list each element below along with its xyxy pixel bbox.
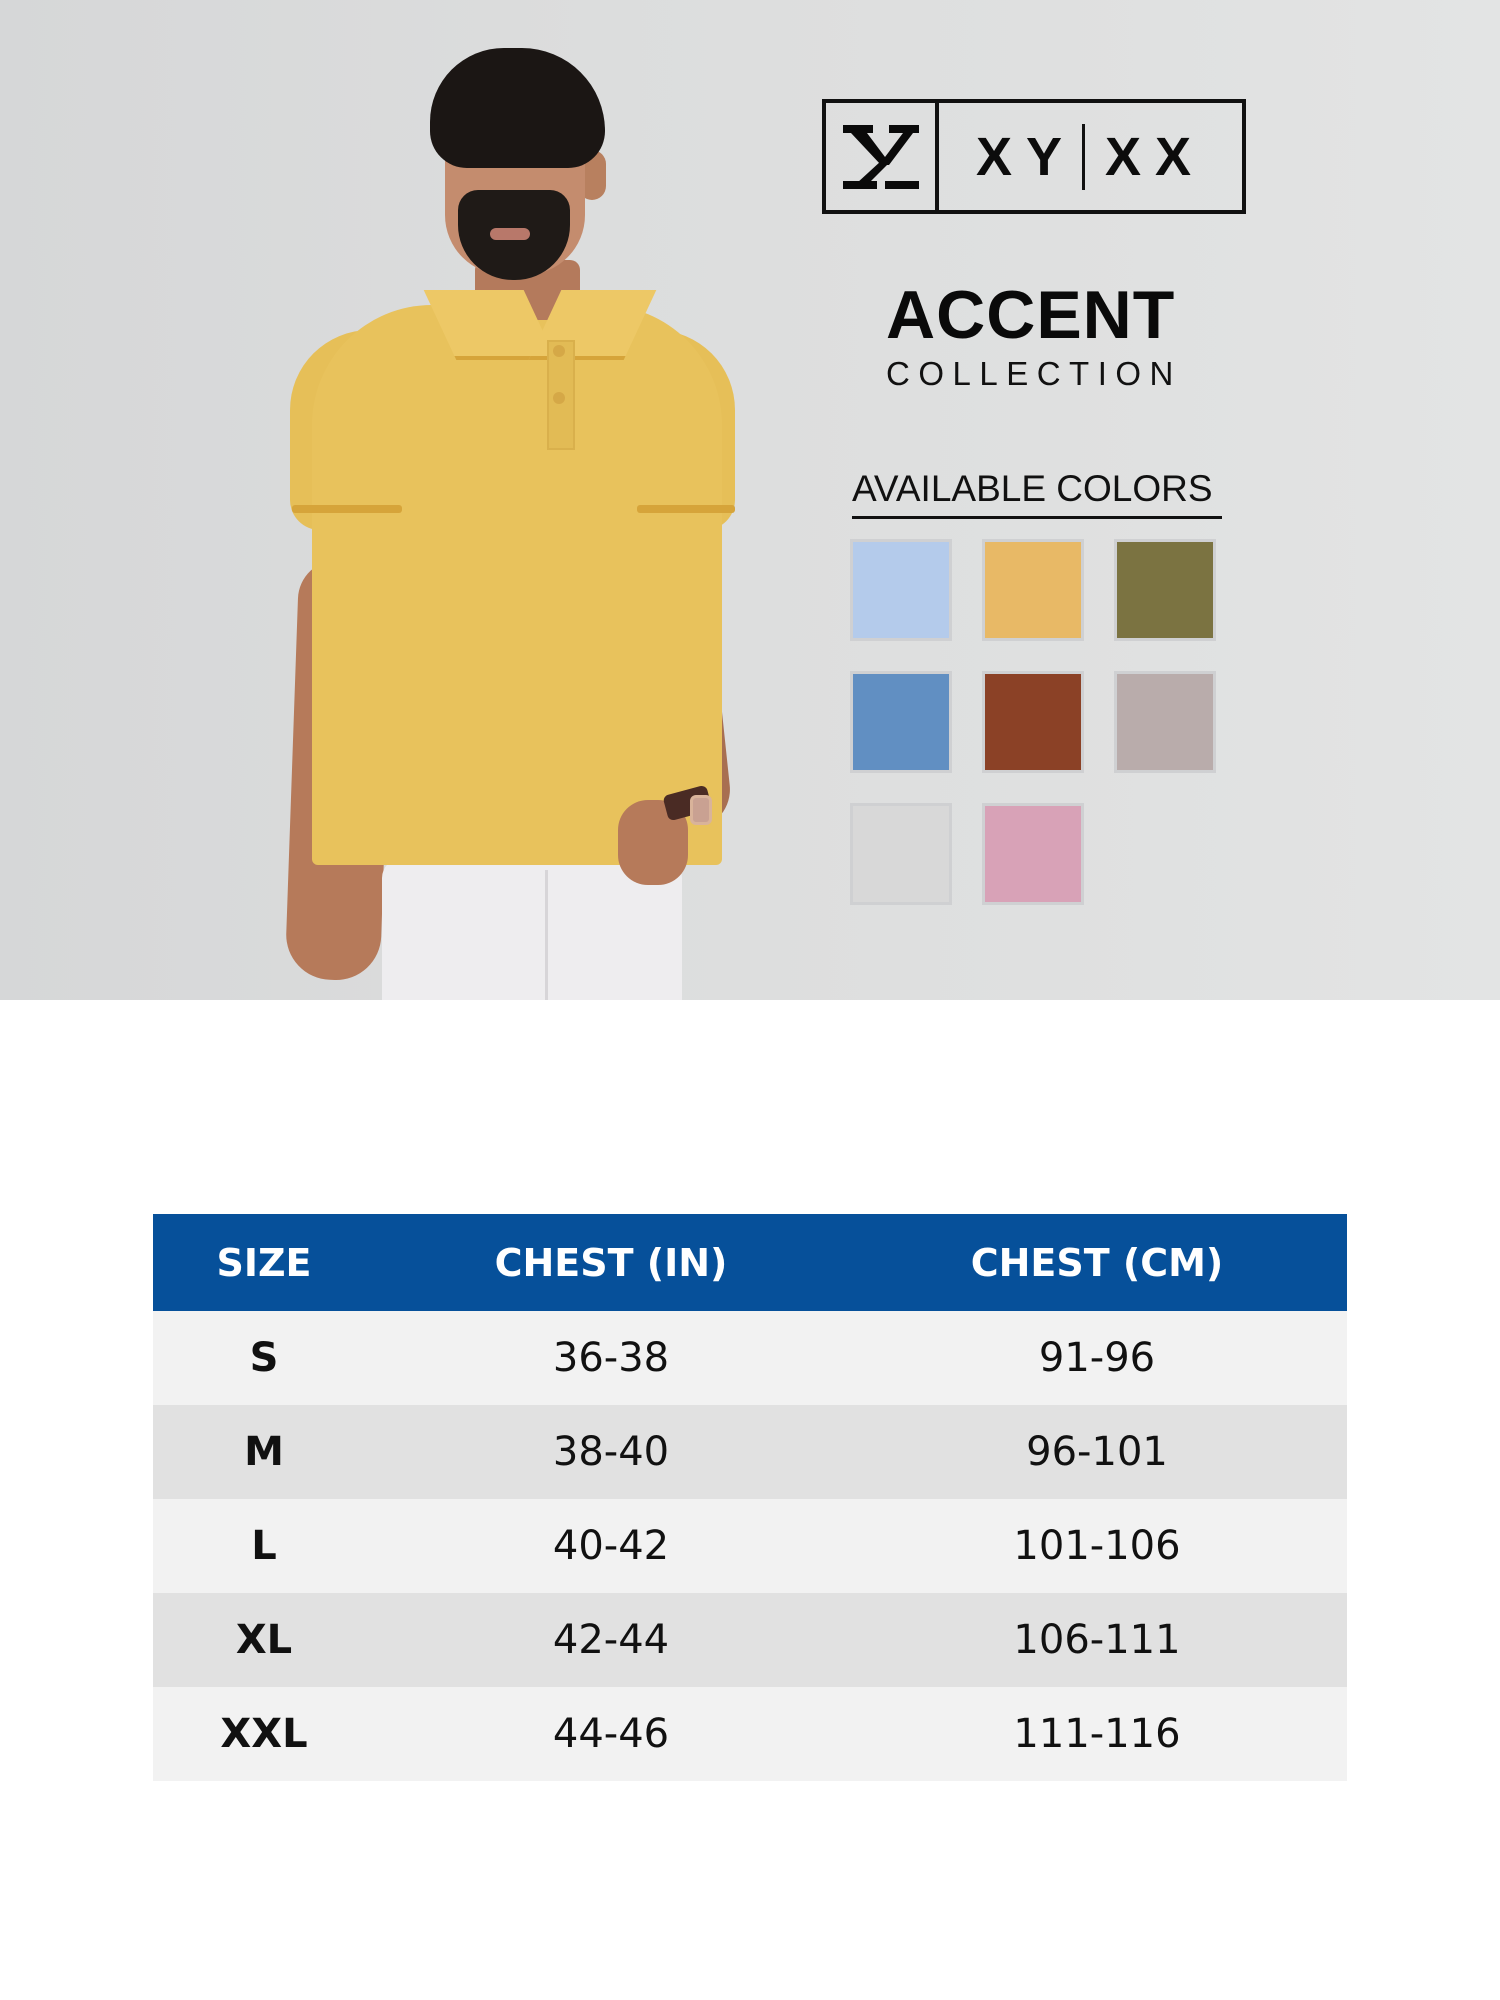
table-row [153,1593,1347,1687]
color-swatch-grid [850,539,1216,905]
swatch-mustard-yellow[interactable] [982,539,1084,641]
brand-logo[interactable] [822,99,1246,214]
sleeve-tipping-left [292,505,402,513]
size-chart-header-row [153,1214,1347,1311]
model-hair [430,48,605,168]
swatch-rust-brown[interactable] [982,671,1084,773]
collection-title: ACCENT [886,277,1176,353]
table-row [153,1687,1347,1781]
column-header-chest-in: CHEST (IN) [375,1214,847,1311]
model-mouth [490,228,530,240]
collection-subtitle: COLLECTION [886,355,1182,392]
table-row [153,1405,1347,1499]
pants-seam [545,870,548,1000]
swatch-pink[interactable] [982,803,1084,905]
size-cell: S [153,1311,375,1405]
xy-monogram-icon [841,121,921,193]
chest-in-cell: 42-44 [375,1593,847,1687]
size-cell: M [153,1405,375,1499]
column-header-size: SIZE [153,1214,375,1311]
chest-cm-cell: 91-96 [847,1311,1347,1405]
wrist-watch-icon [690,795,712,825]
wordmark-divider [1082,124,1085,190]
logo-mark-icon [826,103,939,210]
table-row [153,1499,1347,1593]
sleeve-tipping-right [637,505,735,513]
chest-in-cell: 38-40 [375,1405,847,1499]
wordmark-xx: XX [1105,126,1206,187]
swatch-mid-blue[interactable] [850,671,952,773]
swatch-light-blue[interactable] [850,539,952,641]
chest-cm-cell: 101-106 [847,1499,1347,1593]
chest-in-cell: 40-42 [375,1499,847,1593]
chest-cm-cell: 111-116 [847,1687,1347,1781]
model-yellow-polo [312,305,722,865]
chest-cm-cell: 96-101 [847,1405,1347,1499]
chest-in-cell: 44-46 [375,1687,847,1781]
swatch-taupe[interactable] [1114,671,1216,773]
size-cell: XL [153,1593,375,1687]
size-cell: L [153,1499,375,1593]
swatch-light-grey[interactable] [850,803,952,905]
polo-button [553,345,565,357]
polo-button [553,392,565,404]
available-colors-heading: AVAILABLE COLORS [852,468,1222,519]
model-photo [0,0,800,1000]
size-cell: XXL [153,1687,375,1781]
chest-in-cell: 36-38 [375,1311,847,1405]
swatch-olive-green[interactable] [1114,539,1216,641]
chest-cm-cell: 106-111 [847,1593,1347,1687]
table-row [153,1311,1347,1405]
logo-wordmark [939,103,1242,210]
size-chart-table [153,1214,1347,1781]
wordmark-xy: XY [975,126,1076,187]
column-header-chest-cm: CHEST (CM) [847,1214,1347,1311]
